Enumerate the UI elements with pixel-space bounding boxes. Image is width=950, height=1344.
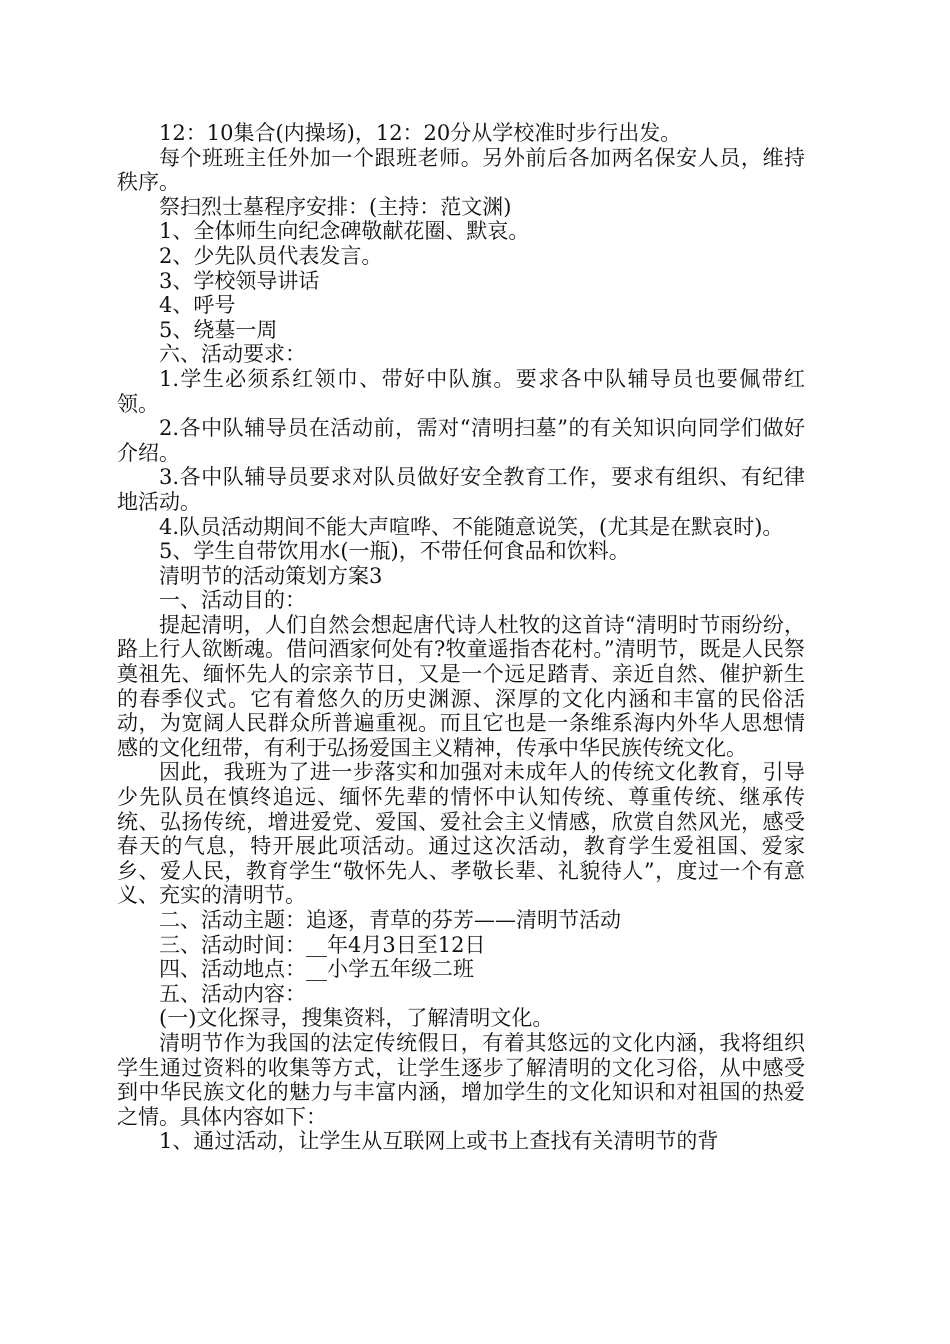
paragraph-assembly-time: 12：10集合(内操场)，12：20分从学校准时步行出发。: [159, 121, 682, 145]
paragraph-culture-detail: 清明节作为我国的法定传统假日，有着其悠远的文化内涵，我将组织学生通过资料的收集等方式，让学生逐步了解清明的文化习俗，从中感受到中华民族文化的魅力与丰富内涵，增加学生的文化知识和对祖国的热爱之情。具体内容如下：: [117, 1030, 805, 1129]
section-heading-theme: 二、活动主题：追逐，青草的芬芳——清明节活动: [159, 908, 621, 932]
paragraph-purpose-class: 因此，我班为了进一步落实和加强对未成年人的传统文化教育，引导少先队员在慎终追远、缅怀先辈的情怀中认知传统、尊重传统、继承传统、弘扬传统，增进爱党、爱国、爱社会主义情感，欣赏自然风光，感受春天的气息，特开展此项活动。通过这次活动，教育学生爱祖国、爱家乡、爱人民，教育学生“敬怀先人、孝敬长辈、礼貌待人”，度过一个有意义、充实的清明节。: [117, 760, 805, 908]
list-item-leader-talk: 3、学校领导讲话: [159, 268, 320, 293]
list-item-speech: 2、少先队员代表发言。: [159, 243, 383, 268]
document-body: [117, 121, 805, 1154]
list-item-wreath: 1、全体师生向纪念碑敬献花圈、默哀。: [159, 219, 530, 244]
section-heading-content: 五、活动内容：: [159, 981, 306, 1006]
list-item-circle-tomb: 5、绕墓一周: [159, 317, 278, 342]
section-heading-time: 三、活动时间：__年4月3日至12日: [159, 932, 486, 957]
requirement-item-4: 4.队员活动期间不能大声喧哗、不能随意说笑，(尤其是在默哀时)。: [159, 514, 784, 539]
requirement-item-3: 3.各中队辅导员要求对队员做好安全教育工作，要求有组织、有纪律地活动。: [117, 465, 805, 514]
subsection-heading-culture: (一)文化探寻，搜集资料，了解清明文化。: [159, 1006, 554, 1031]
content-item-1: 1、通过活动，让学生从互联网上或书上查找有关清明节的背: [159, 1129, 719, 1154]
list-item-slogan: 4、呼号: [159, 293, 236, 318]
paragraph-escort-teachers: 每个班班主任外加一个跟班老师。另外前后各加两名保安人员，维持秩序。: [117, 145, 805, 195]
requirement-item-5: 5、学生自带饮用水(一瓶)，不带任何食品和饮料。: [159, 539, 630, 564]
section-heading-location: 四、活动地点：__小学五年级二班: [159, 957, 474, 982]
requirement-item-1: 1.学生必须系红领巾、带好中队旗。要求各中队辅导员也要佩带红领。: [117, 366, 805, 416]
plan-title: 清明节的活动策划方案3: [159, 563, 383, 588]
section-heading-purpose: 一、活动目的：: [159, 588, 306, 613]
requirement-item-2: 2.各中队辅导员在活动前，需对“清明扫墓”的有关知识向同学们做好介绍。: [117, 416, 805, 465]
paragraph-ceremony-program: 祭扫烈士墓程序安排：(主持：范文渊): [159, 194, 512, 219]
paragraph-purpose-intro: 提起清明，人们自然会想起唐代诗人杜牧的这首诗“清明时节雨纷纷，路上行人欲断魂。借问酒家何处有?牧童遥指杏花村。”清明节，既是人民祭奠祖先、缅怀先人的宗亲节日，又是一个远足踏青、亲近自然、催护新生的春季仪式。它有着悠久的历史渊源、深厚的文化内涵和丰富的民俗活动，为宽阔人民群众所普遍重视。而且它也是一条维系海内外华人思想情感的文化纽带，有利于弘扬爱国主义精神，传承中华民族传统文化。: [117, 612, 805, 760]
section-heading-requirements: 六、活动要求：: [159, 342, 306, 367]
